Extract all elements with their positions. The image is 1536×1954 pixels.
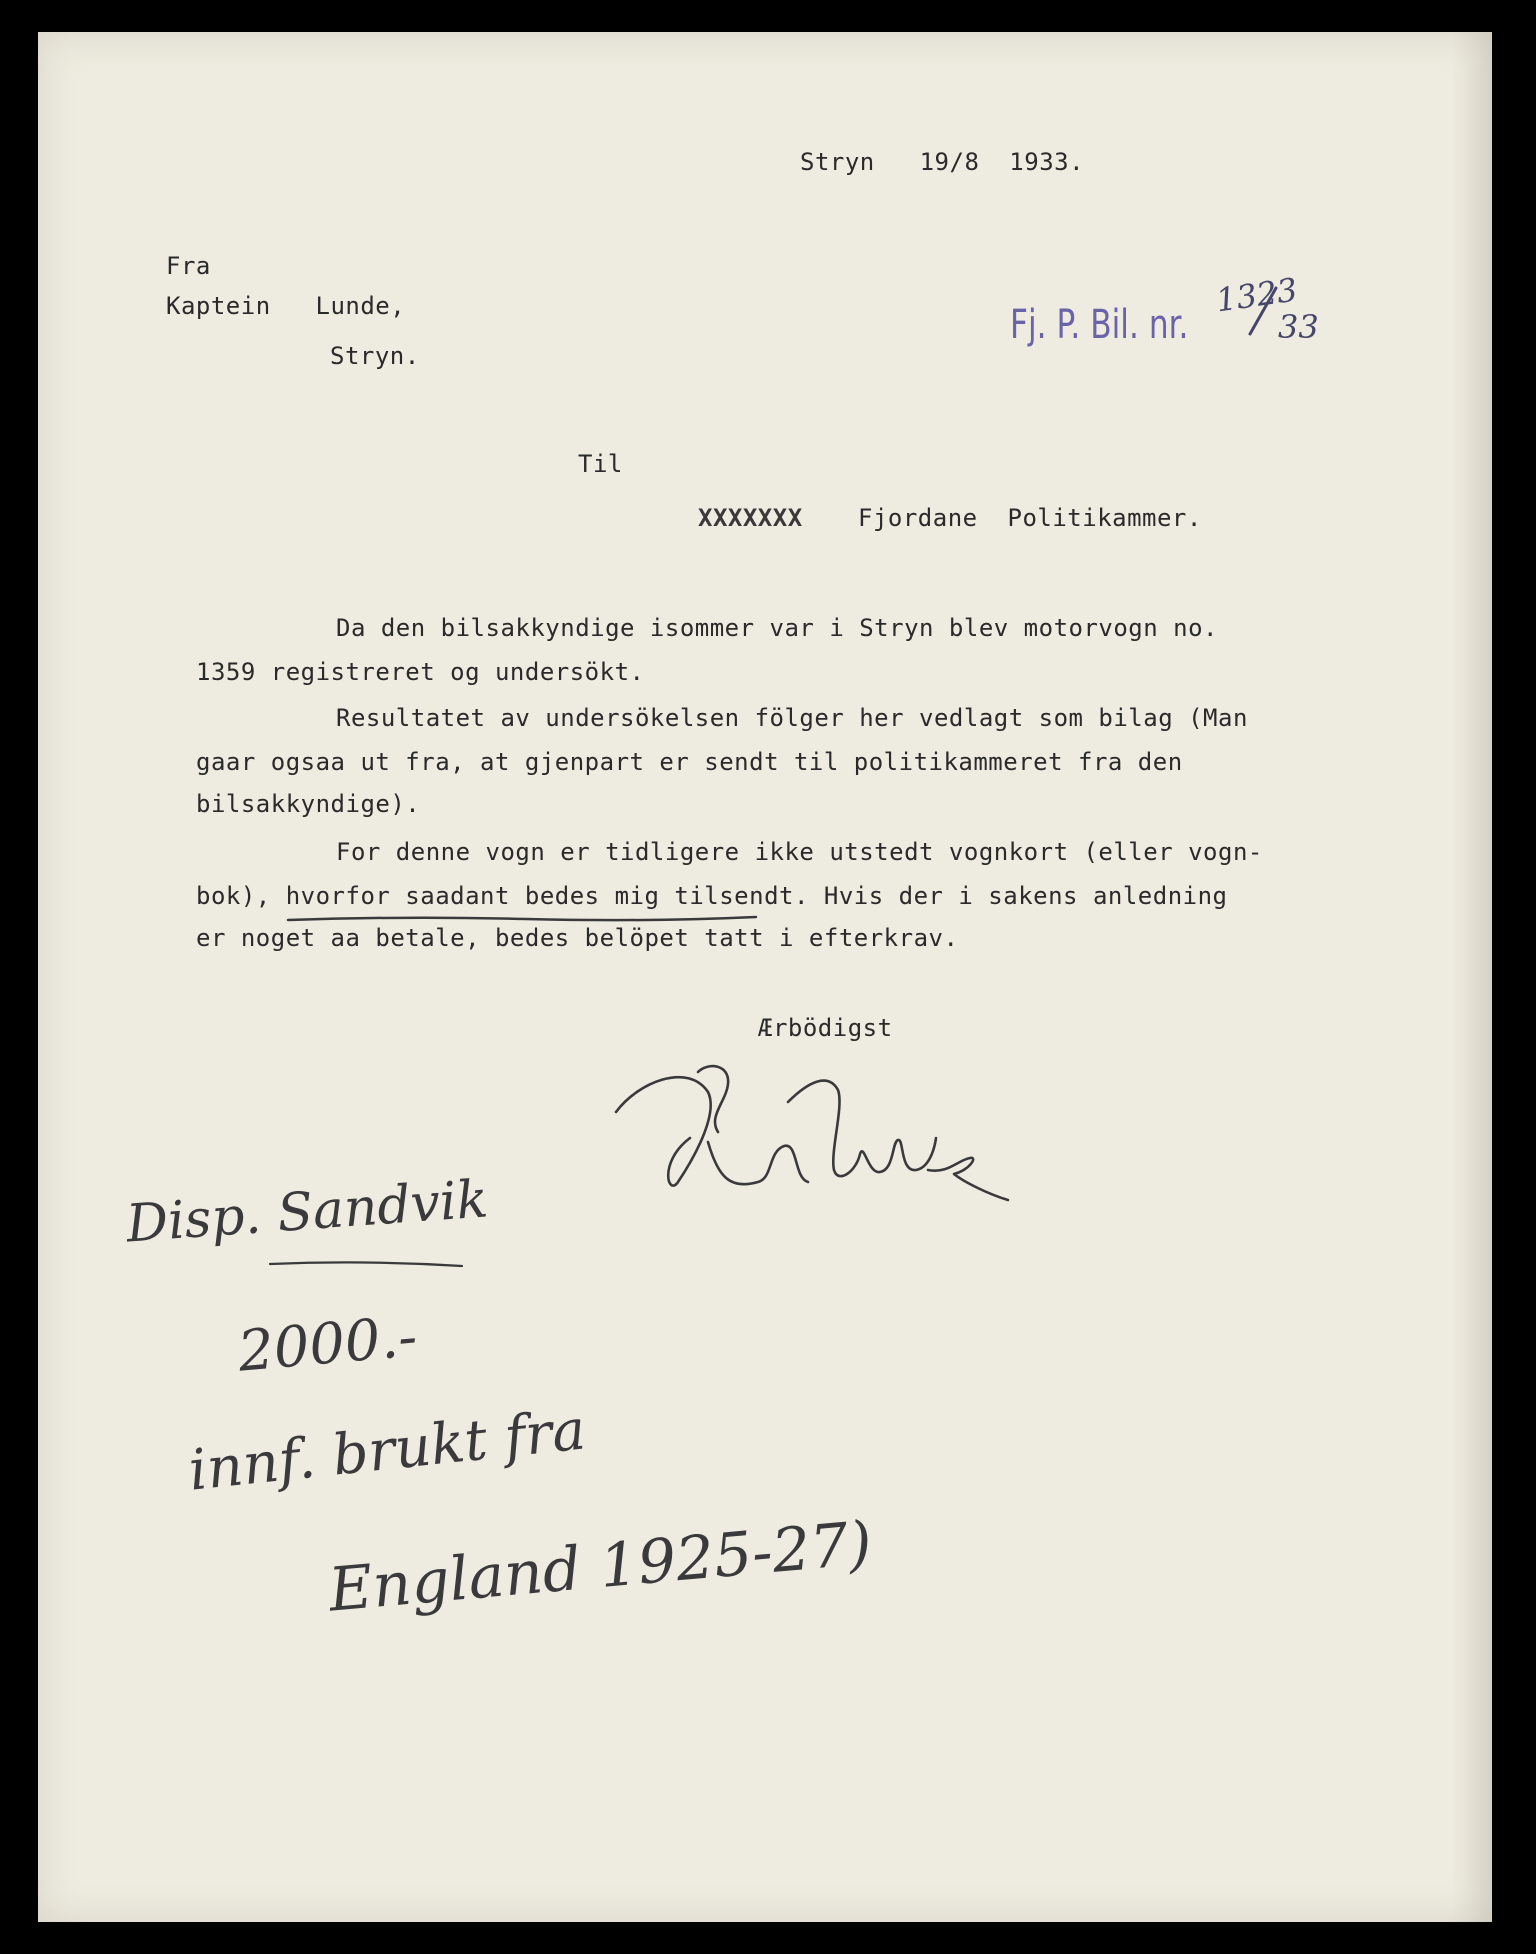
- body-line-3: Resultatet av undersökelsen fölger her vedlagt som bilag (Man: [336, 704, 1248, 732]
- place-date: Stryn 19/8 1933.: [800, 148, 1085, 176]
- body-line-5: bilsakkyndige).: [196, 790, 421, 818]
- recipient-struck: XXXXXXX: [698, 504, 803, 532]
- emphasis-underline: [286, 910, 766, 930]
- signature: [598, 1042, 1018, 1222]
- to-label: Til: [578, 450, 623, 478]
- sender-name: Kaptein Lunde,: [166, 292, 406, 320]
- stamp-label: Fj. P. Bil. nr.: [1010, 302, 1189, 348]
- note-disp: Disp. Sandvik: [124, 1169, 490, 1255]
- note-import: innf. brukt fra: [185, 1397, 589, 1504]
- sender-place: Stryn.: [330, 342, 420, 370]
- body-line-1: Da den bilsakkyndige isommer var i Stryn blev motorvogn no.: [336, 614, 1219, 642]
- from-label: Fra: [166, 252, 211, 280]
- body-line-6: For denne vogn er tidligere ikke utstedt vognkort (eller vogn-: [336, 838, 1263, 866]
- body-line-2: 1359 registreret og undersökt.: [196, 658, 645, 686]
- body-line-7: bok), hvorfor saadant bedes mig tilsendt. Hvis der i sakens anledning: [196, 882, 1228, 910]
- note-underline: [266, 1254, 466, 1274]
- stamp-number: 1323: [1213, 270, 1300, 320]
- registry-stamp: [1010, 302, 1188, 348]
- stamp-slash: [1238, 282, 1298, 342]
- note-amount: 2000.-: [235, 1304, 420, 1385]
- note-origin: England 1925-27): [325, 1508, 875, 1626]
- letter-page: [38, 32, 1492, 1922]
- stamp-year: 33: [1278, 308, 1319, 346]
- body-line-8: er noget aa betale, bedes belöpet tatt i efterkrav.: [196, 924, 959, 952]
- recipient: Fjordane Politikammer.: [858, 504, 1202, 532]
- closing: Ærbödigst: [758, 1014, 893, 1042]
- body-line-4: gaar ogsaa ut fra, at gjenpart er sendt til politikammeret fra den: [196, 748, 1183, 776]
